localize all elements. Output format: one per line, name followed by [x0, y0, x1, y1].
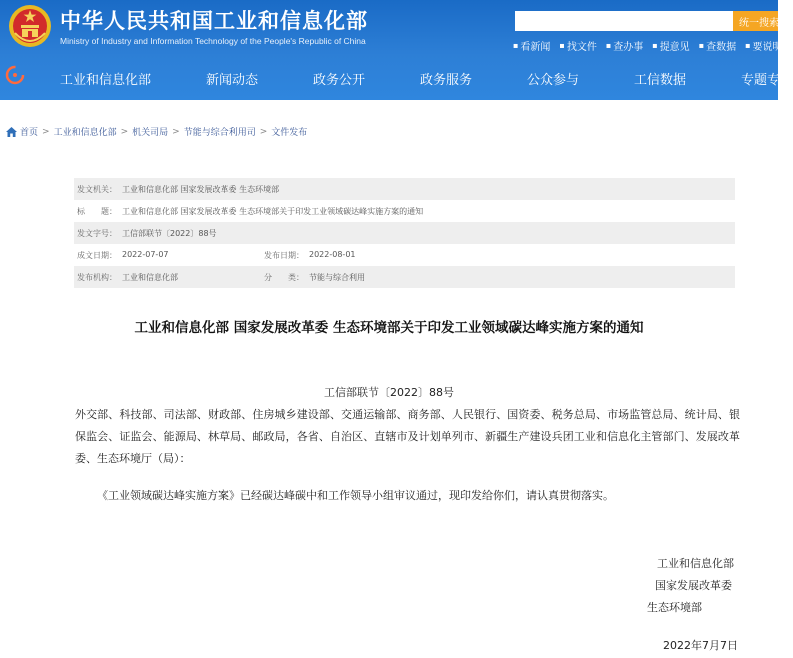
- meta-agency-value: 工业和信息化部: [122, 273, 178, 282]
- meta-category-value: 节能与综合利用: [309, 273, 365, 282]
- quick-link-data[interactable]: [699, 38, 736, 53]
- search-input[interactable]: [515, 11, 733, 31]
- miit-logo-icon[interactable]: [6, 66, 24, 84]
- nav-item-participation[interactable]: 公众参与: [527, 73, 580, 88]
- quick-link-files[interactable]: [559, 38, 596, 53]
- quick-link-label: 查办事: [613, 42, 644, 53]
- nav-item-data[interactable]: 工信数据: [634, 73, 687, 88]
- meta-title-value: 工业和信息化部 国家发展改革委 生态环境部关于印发工业领域碳达峰实施方案的通知: [122, 207, 424, 216]
- nav-item-news[interactable]: 新闻动态: [206, 73, 259, 88]
- meta-published-value: 2022-08-01: [309, 250, 356, 259]
- meta-row-dates: [74, 244, 735, 266]
- meta-agency-label: 发布机构：: [77, 273, 117, 282]
- meta-created-value: 2022-07-07: [122, 250, 169, 259]
- nav-item-gov-affairs[interactable]: 政务公开: [313, 73, 366, 88]
- breadcrumb-separator: >: [172, 126, 180, 137]
- meta-doc-number-value: 工信部联节〔2022〕88号: [122, 229, 217, 238]
- explain-icon: ▪: [745, 41, 751, 50]
- home-icon[interactable]: [6, 127, 17, 137]
- document-number: 工信部联节〔2022〕88号: [324, 386, 454, 399]
- comment-icon: ▪: [652, 41, 658, 50]
- file-icon: ▪: [559, 41, 565, 50]
- meta-row-title: [74, 200, 735, 222]
- nav-item-topics[interactable]: 专题专栏: [741, 73, 793, 88]
- breadcrumb-separator: >: [259, 126, 268, 137]
- breadcrumb-item-documents[interactable]: 文件发布: [271, 128, 308, 138]
- meta-created-label: 成文日期：: [77, 251, 117, 260]
- news-icon: ▪: [513, 41, 519, 50]
- unified-search-button[interactable]: 统一搜索: [733, 11, 778, 31]
- meta-issuer-value: 工业和信息化部 国家发展改革委 生态环境部: [122, 185, 280, 194]
- signer-ndrc: 国家发展改革委: [655, 579, 732, 592]
- document-signers: [647, 553, 734, 619]
- quick-link-label: 看新闻: [520, 42, 551, 53]
- meta-doc-number-label: 发文字号：: [77, 229, 117, 238]
- signer-miit: 工业和信息化部: [657, 557, 734, 570]
- document-title: 工业和信息化部 国家发展改革委 生态环境部关于印发工业领域碳达峰实施方案的通知: [134, 320, 644, 336]
- quick-link-label: 提意见: [659, 42, 690, 53]
- meta-row-doc-number: [74, 222, 735, 244]
- breadcrumb-item-departments[interactable]: 机关司局: [132, 128, 169, 138]
- meta-issuer-label: 发文机关：: [77, 185, 117, 194]
- document-recipients: 外交部、科技部、司法部、财政部、住房城乡建设部、交通运输部、商务部、人民银行、国资委、税务总局、市场监管总局、统计局、银保监会、证监会、能源局、林草局、邮政局，各省、自治区、直辖市及计划单列市、新疆生产建设兵团工业和信息化主管部门、发展改革委、生态环境厅（局）：: [75, 408, 740, 465]
- document-date: 2022年7月7日: [663, 639, 738, 652]
- site-subtitle: Ministry of Industry and Information Technology of the People's Republic of China: [60, 36, 366, 46]
- signer-mee: 生态环境部: [647, 601, 702, 614]
- nav-item-gov-services[interactable]: 政务服务: [420, 73, 473, 88]
- header-top: [0, 0, 783, 58]
- quick-link-label: 查数据: [706, 42, 737, 53]
- breadcrumb-home[interactable]: 首页: [20, 128, 39, 138]
- meta-published-label: 发布日期：: [264, 251, 304, 260]
- quick-link-label: 找文件: [566, 42, 597, 53]
- quick-link-services[interactable]: [606, 38, 643, 53]
- breadcrumb-item-energy-dept[interactable]: 节能与综合利用司: [183, 128, 256, 138]
- quick-link-label: 要说明: [752, 42, 783, 53]
- national-emblem-icon[interactable]: [7, 3, 53, 49]
- breadcrumb: [6, 125, 307, 138]
- meta-row-agency: [74, 266, 735, 288]
- meta-category-label: 分 类：: [264, 273, 304, 282]
- breadcrumb-separator: >: [42, 126, 50, 137]
- quick-link-comments[interactable]: [652, 38, 689, 53]
- document-meta-table: [74, 178, 735, 288]
- meta-title-label: 标 题：: [77, 207, 117, 216]
- document-body: 《工业领域碳达峰实施方案》已经碳达峰碳中和工作领导小组审议通过，现印发给你们，请认真贯彻落实。: [97, 489, 614, 502]
- nav-item-ministry[interactable]: 工业和信息化部: [60, 73, 152, 88]
- site-title[interactable]: 中华人民共和国工业和信息化部: [60, 9, 368, 33]
- quick-link-explain[interactable]: [745, 38, 782, 53]
- breadcrumb-separator: >: [120, 126, 129, 137]
- quick-links: [513, 38, 783, 53]
- main-nav: [0, 58, 793, 100]
- breadcrumb-item-ministry[interactable]: 工业和信息化部: [53, 128, 117, 138]
- data-icon: ▪: [698, 41, 705, 50]
- quick-link-news[interactable]: [513, 38, 550, 53]
- meta-row-issuer: [74, 178, 735, 200]
- site-header: [0, 0, 793, 100]
- service-icon: ▪: [605, 41, 612, 50]
